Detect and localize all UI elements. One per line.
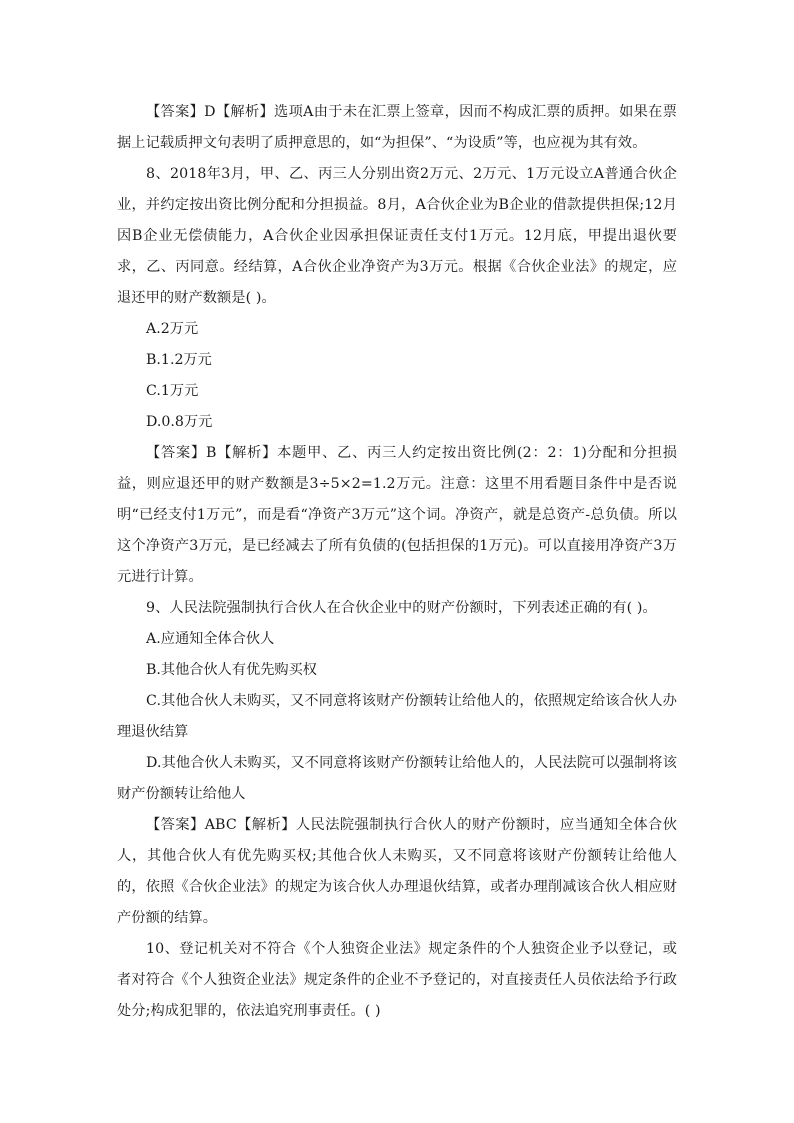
question-8-option-c: C.1万元 (146, 383, 199, 399)
question-9-stem: 9、人民法院强制执行合伙人在合伙企业中的财产份额时，下列表述正确的有( )。 (146, 600, 657, 616)
answer-explanation-9: 【答案】ABC【解析】人民法院强制执行合伙人的财产份额时，应当通知全体合伙人，其他合伙人有优先购买权;其他合伙人未购买，又不同意将该财产份额转让给他人的，依照《合伙企业法》的规定为该合伙人办理退伙结算，或者办理削减该合伙人相应财产份额的结算。 (117, 817, 677, 926)
question-9-option-d: D.其他合伙人未购买，又不同意将该财产份额转让给他人的，人民法院可以强制将该财产份额转让给他人 (117, 755, 677, 802)
question-8-option-d: D.0.8万元 (146, 414, 213, 430)
question-8-option-b: B.1.2万元 (146, 352, 212, 368)
question-8-option-a: A.2万元 (146, 321, 199, 337)
question-9-option-c: C.其他合伙人未购买，又不同意将该财产份额转让给他人的，依照规定给该合伙人办理退伙结算 (117, 693, 677, 740)
question-9-option-a: A.应通知全体合伙人 (146, 631, 275, 647)
answer-explanation-8: 【答案】B【解析】本题甲、乙、丙三人约定按出资比例(2：2：1)分配和分担损益，则应退还甲的财产数额是3÷5×2=1.2万元。注意：这里不用看题目条件中是否说明“已经支付1万元”，而是看“净资产3万元”这个词。净资产，就是总资产-总负债。所以这个净资产3万元，是已经减去了所有负债的(包括担保的1万元)。可以直接用净资产3万元进行计算。 (117, 445, 677, 585)
question-8-stem: 8、2018年3月，甲、乙、丙三人分别出资2万元、2万元、1万元设立A普通合伙企业，并约定按出资比例分配和分担损益。8月，A合伙企业为B企业的借款提供担保;12月因B企业无偿债能力，A合伙企业因承担保证责任支付1万元。12月底，甲提出退伙要求，乙、丙同意。经结算，A合伙企业净资产为3万元。根据《合伙企业法》的规定，应退还甲的财产数额是( )。 (117, 166, 677, 306)
document-body (117, 97, 677, 1027)
question-10-stem: 10、登记机关对不符合《个人独资企业法》规定条件的个人独资企业予以登记，或者对符合《个人独资企业法》规定条件的企业不予登记的，对直接责任人员依法给予行政处分;构成犯罪的，依法追究刑事责任。( ) (117, 941, 677, 1019)
question-9-option-b: B.其他合伙人有优先购买权 (146, 662, 317, 678)
answer-explanation-7: 【答案】D【解析】选项A由于未在汇票上签章，因而不构成汇票的质押。如果在票据上记载质押文句表明了质押意思的，如“为担保”、“为设质”等，也应视为其有效。 (117, 104, 677, 151)
